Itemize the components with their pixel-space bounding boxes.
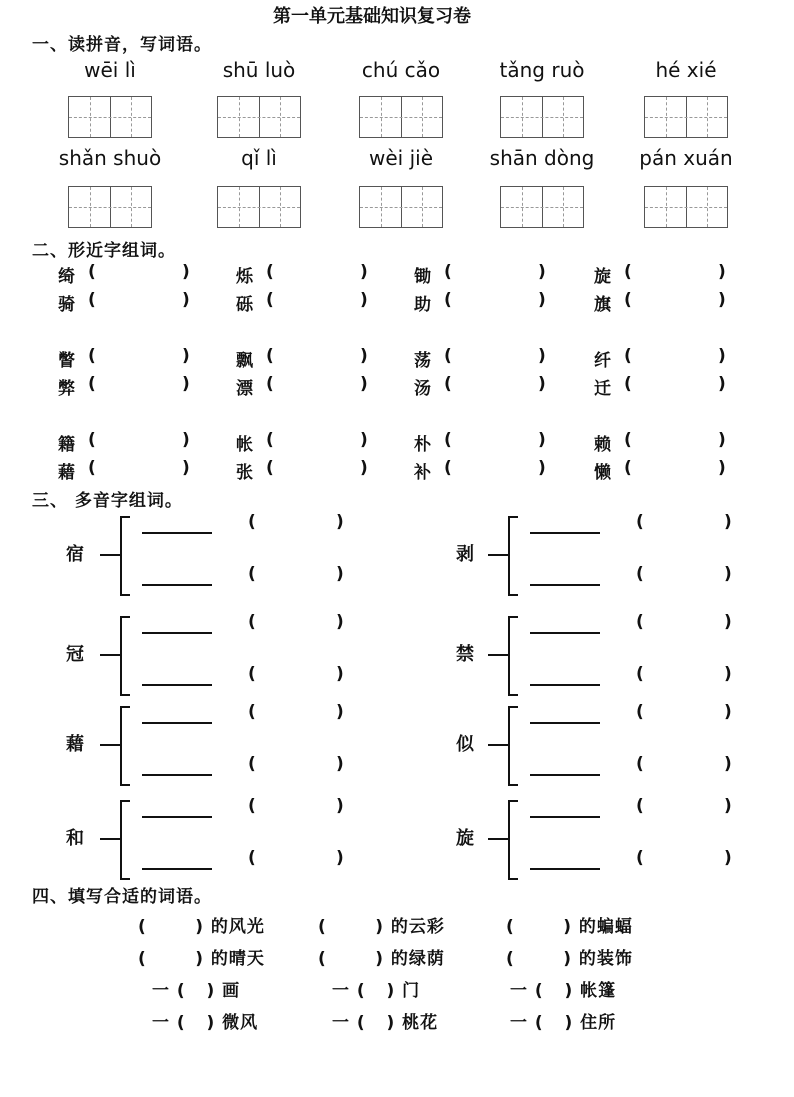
left-paren: ( <box>266 458 274 478</box>
answer-blank[interactable]: ) <box>538 458 546 478</box>
pinyin-label: tǎng ruò <box>499 58 585 82</box>
answer-blank[interactable]: ) <box>182 262 190 282</box>
left-paren: ( <box>444 374 452 394</box>
left-paren: ( <box>88 430 96 450</box>
polyphone-char: 和 <box>66 828 84 849</box>
polyphone-char: 似 <box>456 734 474 755</box>
answer-blank[interactable]: ) <box>718 290 726 310</box>
answer-blank[interactable]: ) <box>360 458 368 478</box>
answer-line[interactable] <box>142 632 212 634</box>
similar-char: 弊 <box>58 379 75 399</box>
polyphone-char: 禁 <box>456 644 474 665</box>
similar-char: 赖 <box>594 435 611 455</box>
left-paren: ( <box>444 346 452 366</box>
answer-line[interactable] <box>142 532 212 534</box>
similar-char: 旗 <box>594 295 611 315</box>
similar-char: 补 <box>414 463 431 483</box>
left-paren: ( <box>248 754 256 774</box>
answer-line[interactable] <box>530 632 600 634</box>
left-paren: ( <box>266 262 274 282</box>
polyphone-char: 旋 <box>456 828 474 849</box>
left-paren: ( <box>624 458 632 478</box>
answer-line[interactable] <box>530 722 600 724</box>
brace <box>120 516 130 596</box>
answer-blank[interactable]: ) <box>538 346 546 366</box>
answer-blank[interactable]: ) <box>724 664 732 684</box>
brace <box>508 706 518 786</box>
similar-char: 籍 <box>58 435 75 455</box>
answer-line[interactable] <box>530 684 600 686</box>
grid-dash <box>218 117 300 118</box>
answer-blank[interactable]: ) <box>182 346 190 366</box>
answer-blank[interactable]: ) <box>718 346 726 366</box>
similar-char: 荡 <box>414 351 431 371</box>
fill-item[interactable]: ( ) 的装饰 <box>506 949 633 969</box>
answer-blank[interactable]: ) <box>724 796 732 816</box>
answer-line[interactable] <box>142 684 212 686</box>
grid-dash <box>645 207 727 208</box>
writing-grid[interactable] <box>359 186 443 228</box>
left-paren: ( <box>636 564 644 584</box>
answer-blank[interactable]: ) <box>724 512 732 532</box>
brace <box>120 616 130 696</box>
similar-char: 绮 <box>58 267 75 287</box>
page-title: 第一单元基础知识复习卷 <box>273 6 471 27</box>
writing-grid[interactable] <box>644 186 728 228</box>
left-paren: ( <box>248 612 256 632</box>
grid-dash <box>501 207 583 208</box>
similar-char: 瞥 <box>58 351 75 371</box>
similar-char: 助 <box>414 295 431 315</box>
pinyin-label: chú cǎo <box>361 58 441 82</box>
similar-char: 帐 <box>236 435 253 455</box>
left-paren: ( <box>636 702 644 722</box>
brace-stem <box>100 554 120 556</box>
answer-line[interactable] <box>142 584 212 586</box>
similar-char: 锄 <box>414 267 431 287</box>
left-paren: ( <box>88 262 96 282</box>
left-paren: ( <box>636 512 644 532</box>
similar-char: 烁 <box>236 267 253 287</box>
brace-stem <box>100 838 120 840</box>
similar-char: 漂 <box>236 379 253 399</box>
answer-blank[interactable]: ) <box>724 564 732 584</box>
fill-item[interactable]: 一 ( ) 帐篷 <box>510 981 617 1001</box>
similar-char: 朴 <box>414 435 431 455</box>
writing-grid[interactable] <box>217 186 301 228</box>
pinyin-label: hé xié <box>655 58 717 82</box>
answer-blank[interactable]: ) <box>336 754 344 774</box>
left-paren: ( <box>248 848 256 868</box>
brace <box>120 706 130 786</box>
similar-char: 张 <box>236 463 253 483</box>
answer-blank[interactable]: ) <box>182 458 190 478</box>
similar-char: 纤 <box>594 351 611 371</box>
brace <box>508 616 518 696</box>
brace-stem <box>488 744 508 746</box>
brace <box>508 516 518 596</box>
left-paren: ( <box>248 702 256 722</box>
left-paren: ( <box>444 262 452 282</box>
writing-grid[interactable] <box>500 96 584 138</box>
similar-char: 汤 <box>414 379 431 399</box>
fill-item[interactable]: ( ) 的绿荫 <box>318 949 445 969</box>
left-paren: ( <box>266 374 274 394</box>
left-paren: ( <box>636 796 644 816</box>
fill-item[interactable]: 一 ( ) 画 <box>152 981 241 1001</box>
polyphone-char: 宿 <box>66 544 84 565</box>
answer-blank[interactable]: ) <box>538 430 546 450</box>
answer-blank[interactable]: ) <box>724 612 732 632</box>
answer-line[interactable] <box>142 816 212 818</box>
fill-item[interactable]: 一 ( ) 微风 <box>152 1013 259 1033</box>
fill-item[interactable]: ( ) 的风光 <box>138 917 265 937</box>
pinyin-label: shān dòng <box>489 146 595 170</box>
left-paren: ( <box>88 458 96 478</box>
left-paren: ( <box>88 346 96 366</box>
answer-blank[interactable]: ) <box>718 262 726 282</box>
brace-stem <box>488 554 508 556</box>
grid-dash <box>69 117 151 118</box>
writing-grid[interactable] <box>359 96 443 138</box>
left-paren: ( <box>624 374 632 394</box>
left-paren: ( <box>88 290 96 310</box>
left-paren: ( <box>248 564 256 584</box>
polyphone-char: 藉 <box>66 734 84 755</box>
similar-char: 飘 <box>236 351 253 371</box>
answer-blank[interactable]: ) <box>724 848 732 868</box>
fill-item[interactable]: ( ) 的蝙蝠 <box>506 917 633 937</box>
grid-dash <box>501 117 583 118</box>
section-4-heading: 四、填写合适的词语。 <box>32 887 212 907</box>
pinyin-label: pán xuán <box>639 146 733 170</box>
brace-stem <box>100 654 120 656</box>
section-2-heading: 二、形近字组词。 <box>32 241 176 261</box>
answer-blank[interactable]: ) <box>538 262 546 282</box>
left-paren: ( <box>444 458 452 478</box>
answer-line[interactable] <box>530 532 600 534</box>
answer-blank[interactable]: ) <box>336 664 344 684</box>
fill-item[interactable]: 一 ( ) 门 <box>332 981 421 1001</box>
answer-blank[interactable]: ) <box>360 290 368 310</box>
answer-blank[interactable]: ) <box>336 612 344 632</box>
answer-line[interactable] <box>530 868 600 870</box>
answer-blank[interactable]: ) <box>336 564 344 584</box>
answer-line[interactable] <box>142 774 212 776</box>
polyphone-char: 冠 <box>66 644 84 665</box>
left-paren: ( <box>636 612 644 632</box>
left-paren: ( <box>266 290 274 310</box>
similar-char: 旋 <box>594 267 611 287</box>
left-paren: ( <box>266 430 274 450</box>
answer-blank[interactable]: ) <box>336 848 344 868</box>
brace <box>120 800 130 880</box>
answer-blank[interactable]: ) <box>360 430 368 450</box>
left-paren: ( <box>248 512 256 532</box>
answer-blank[interactable]: ) <box>360 262 368 282</box>
brace <box>508 800 518 880</box>
grid-dash <box>645 117 727 118</box>
writing-grid[interactable] <box>68 96 152 138</box>
writing-grid[interactable] <box>500 186 584 228</box>
answer-blank[interactable]: ) <box>538 290 546 310</box>
polyphone-char: 剥 <box>456 544 474 565</box>
grid-dash <box>218 207 300 208</box>
left-paren: ( <box>624 430 632 450</box>
answer-blank[interactable]: ) <box>718 458 726 478</box>
answer-blank[interactable]: ) <box>718 430 726 450</box>
section-1-heading: 一、读拼音，写词语。 <box>32 35 212 55</box>
answer-line[interactable] <box>142 722 212 724</box>
similar-char: 骑 <box>58 295 75 315</box>
left-paren: ( <box>636 664 644 684</box>
answer-blank[interactable]: ) <box>724 754 732 774</box>
answer-line[interactable] <box>530 816 600 818</box>
writing-grid[interactable] <box>68 186 152 228</box>
left-paren: ( <box>636 754 644 774</box>
left-paren: ( <box>624 346 632 366</box>
left-paren: ( <box>444 290 452 310</box>
left-paren: ( <box>624 290 632 310</box>
answer-blank[interactable]: ) <box>718 374 726 394</box>
similar-char: 砾 <box>236 295 253 315</box>
answer-blank[interactable]: ) <box>336 796 344 816</box>
answer-blank[interactable]: ) <box>182 374 190 394</box>
brace-stem <box>488 654 508 656</box>
left-paren: ( <box>248 664 256 684</box>
left-paren: ( <box>266 346 274 366</box>
grid-dash <box>69 207 151 208</box>
fill-item[interactable]: ( ) 的云彩 <box>318 917 445 937</box>
answer-blank[interactable]: ) <box>182 290 190 310</box>
pinyin-label: shū luò <box>222 58 296 82</box>
grid-dash <box>360 207 442 208</box>
left-paren: ( <box>636 848 644 868</box>
brace-stem <box>100 744 120 746</box>
answer-blank[interactable]: ) <box>724 702 732 722</box>
writing-grid[interactable] <box>217 96 301 138</box>
answer-blank[interactable]: ) <box>336 702 344 722</box>
answer-line[interactable] <box>142 868 212 870</box>
section-3-heading: 三、 多音字组词。 <box>32 491 183 511</box>
answer-blank[interactable]: ) <box>360 374 368 394</box>
grid-dash <box>360 117 442 118</box>
fill-item[interactable]: 一 ( ) 住所 <box>510 1013 617 1033</box>
similar-char: 懒 <box>594 463 611 483</box>
pinyin-label: wēi lì <box>84 58 136 82</box>
answer-blank[interactable]: ) <box>360 346 368 366</box>
fill-item[interactable]: ( ) 的晴天 <box>138 949 265 969</box>
left-paren: ( <box>88 374 96 394</box>
answer-blank[interactable]: ) <box>336 512 344 532</box>
left-paren: ( <box>248 796 256 816</box>
answer-blank[interactable]: ) <box>538 374 546 394</box>
pinyin-label: shǎn shuò <box>58 146 162 170</box>
answer-blank[interactable]: ) <box>182 430 190 450</box>
fill-item[interactable]: 一 ( ) 桃花 <box>332 1013 439 1033</box>
left-paren: ( <box>444 430 452 450</box>
similar-char: 迁 <box>594 379 611 399</box>
answer-line[interactable] <box>530 584 600 586</box>
pinyin-label: qǐ lì <box>241 146 277 170</box>
similar-char: 藉 <box>58 463 75 483</box>
answer-line[interactable] <box>530 774 600 776</box>
brace-stem <box>488 838 508 840</box>
left-paren: ( <box>624 262 632 282</box>
pinyin-label: wèi jiè <box>369 146 433 170</box>
writing-grid[interactable] <box>644 96 728 138</box>
